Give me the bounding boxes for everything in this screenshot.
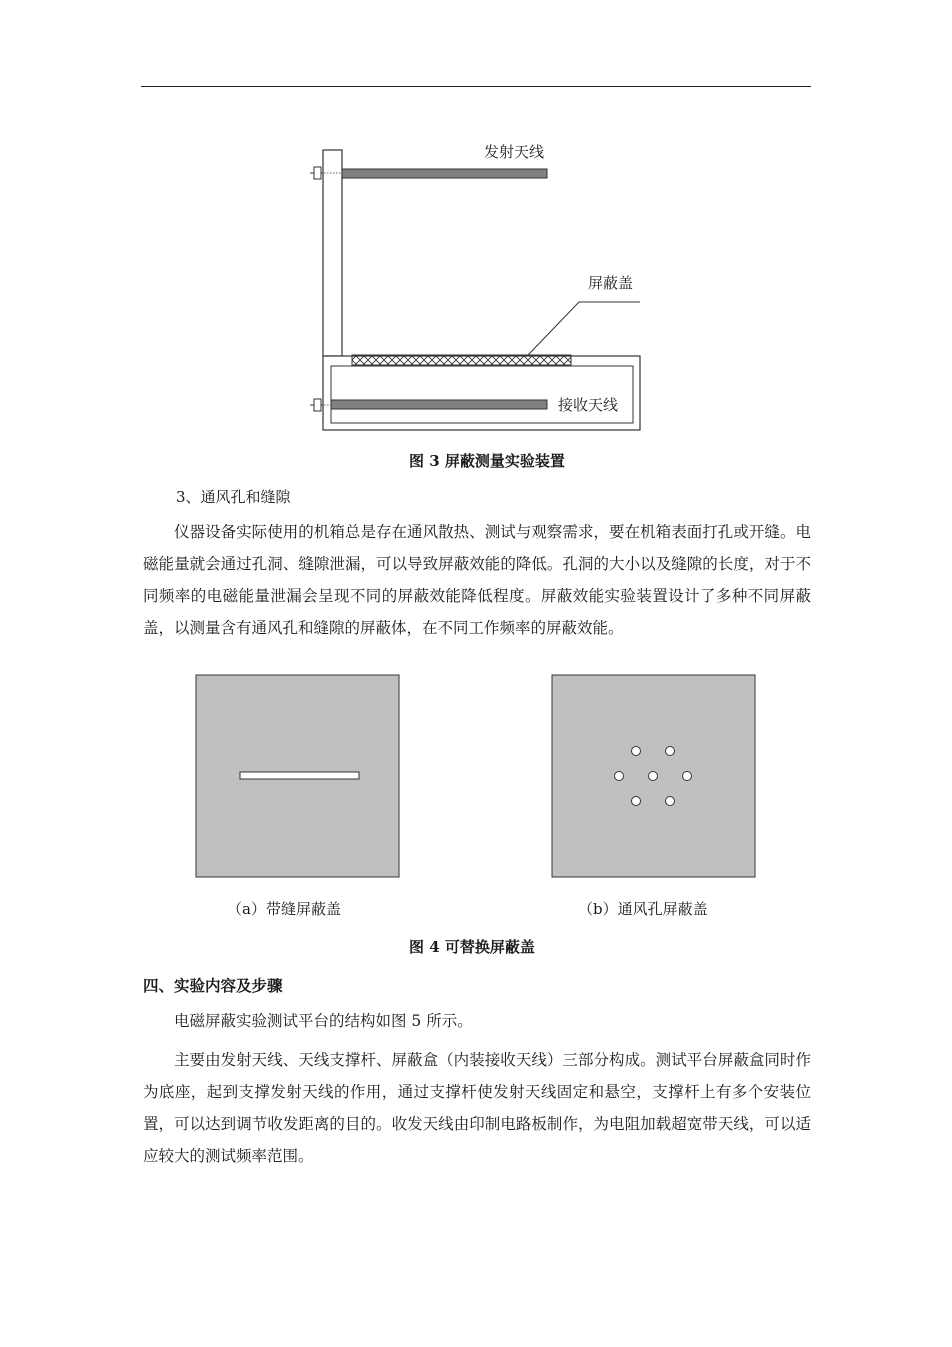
figure4a-caption: （a）带缝屏蔽盖 <box>227 900 341 918</box>
vent-hole <box>632 747 641 756</box>
vent-hole <box>615 772 624 781</box>
vent-hole <box>632 797 641 806</box>
section4-paragraph2: 主要由发射天线、天线支撑杆、屏蔽盒（内装接收天线）三部分构成。测试平台屏蔽盒同时作为底座，起到支撑发射天线的作用，通过支撑杆使发射天线固定和悬空，支撑杆上有多个安装位置，可以达到调节收发距离的目的。收发天线由印制电路板制作，为电阻加载超宽带天线，可以适应较大的测试频率范围。 <box>143 1051 811 1165</box>
vent-hole <box>649 772 658 781</box>
section4-title: 四、实验内容及步骤 <box>143 976 283 995</box>
vent-hole <box>666 797 675 806</box>
vent-hole <box>666 747 675 756</box>
figure4-caption: 图 4 可替换屏蔽盖 <box>409 938 535 956</box>
figure4b-caption: （b）通风孔屏蔽盖 <box>578 900 708 918</box>
section4-paragraph1: 电磁屏蔽实验测试平台的结构如图 5 所示。 <box>174 1012 473 1030</box>
shield-cover-label: 屏蔽盖 <box>588 274 634 292</box>
receive-antenna-label: 接收天线 <box>558 396 619 414</box>
section3-paragraph: 仪器设备实际使用的机箱总是存在通风散热、测试与观察需求，要在机箱表面打孔或开缝。电磁能量就会通过孔洞、缝隙泄漏，可以导致屏蔽效能的降低。孔洞的大小以及缝隙的长度，对于不同频率的电磁能量泄漏会呈现不同的屏蔽效能降低程度。屏蔽效能实验装置设计了多种不同屏蔽盖，以测量含有通风孔和缝隙的屏蔽体，在不同工作频率的屏蔽效能。 <box>143 523 811 637</box>
section3-title: 3、通风孔和缝隙 <box>176 488 291 506</box>
transmit-antenna-label: 发射天线 <box>484 143 545 161</box>
figure3-caption: 图 3 屏蔽测量实验装置 <box>409 452 565 470</box>
vent-hole <box>683 772 692 781</box>
slot-opening <box>240 772 359 779</box>
